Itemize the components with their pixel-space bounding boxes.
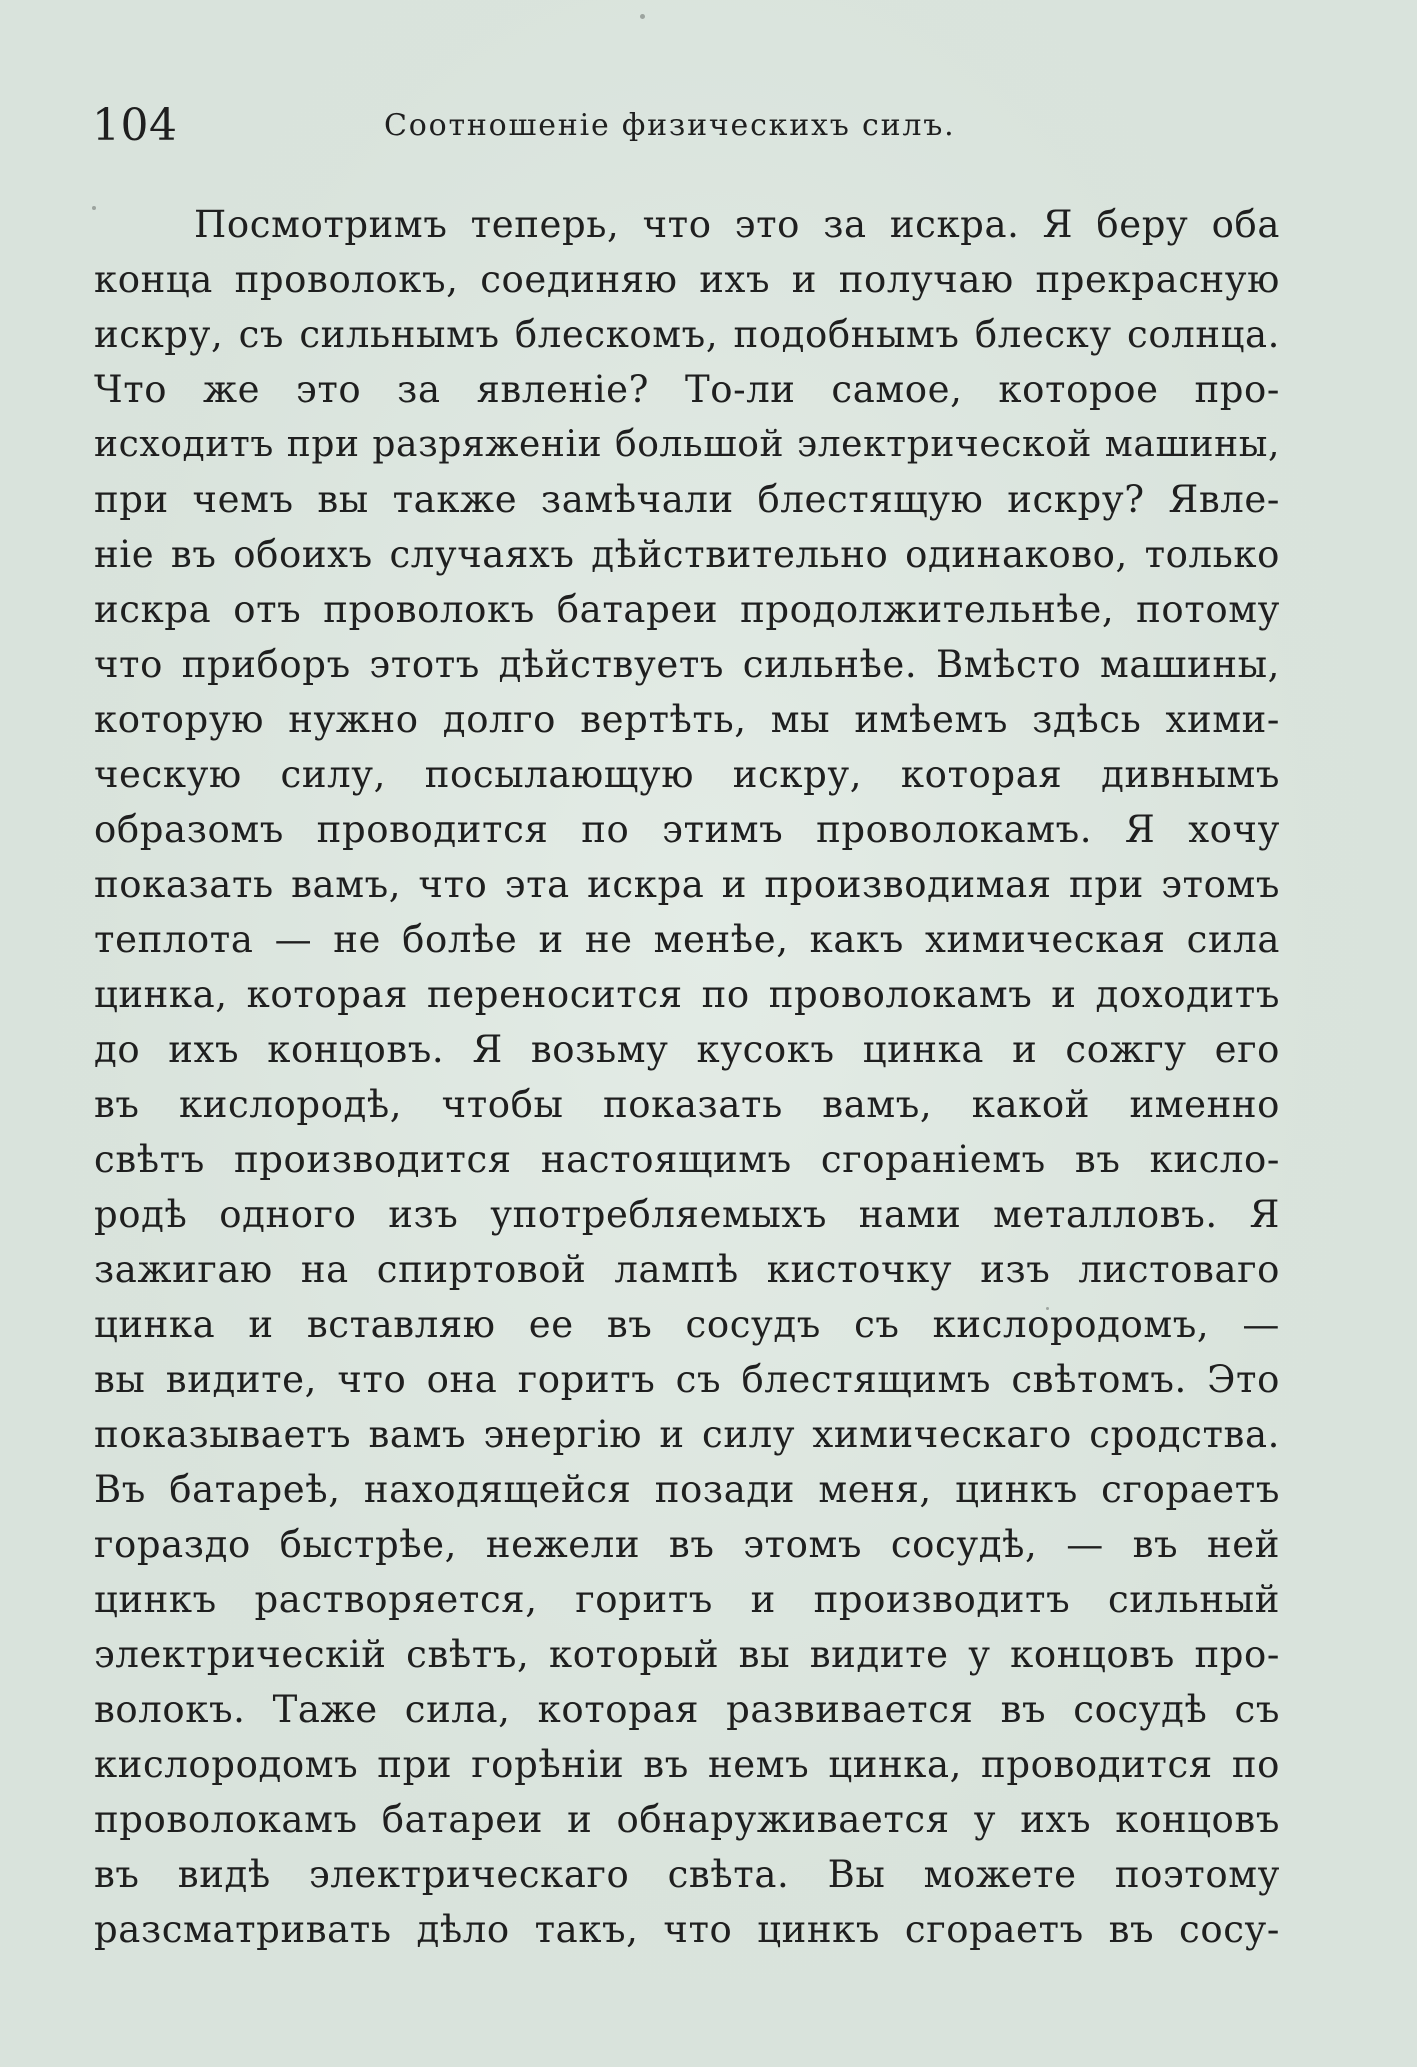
text-line: цинка, которая переносится по проволокамъ и доходитъ xyxy=(94,973,1280,1016)
text-line: проволокамъ батареи и обнаруживается у ихъ концовъ xyxy=(94,1798,1280,1841)
paper-speck xyxy=(640,14,645,19)
text-line: теплота — не болѣе и не менѣе, какъ химическая сила xyxy=(94,918,1280,961)
text-line: родѣ одного изъ употребляемыхъ нами металловъ. Я xyxy=(94,1193,1280,1236)
body-text xyxy=(94,197,1280,1957)
text-line: ческую силу, посылающую искру, которая дивнымъ xyxy=(94,753,1280,796)
text-line: при чемъ вы также замѣчали блестящую искру? Явле- xyxy=(94,478,1280,521)
text-line: которую нужно долго вертѣть, мы имѣемъ здѣсь хими- xyxy=(94,698,1280,741)
text-line: свѣтъ производится настоящимъ сгораніемъ въ кисло- xyxy=(94,1138,1280,1181)
page-header xyxy=(92,96,1280,156)
text-line: Посмотримъ теперь, что это за искра. Я беру оба xyxy=(194,203,1280,246)
text-line: ніе въ обоихъ случаяхъ дѣйствительно одинаково, только xyxy=(94,533,1280,576)
text-line: цинка и вставляю ее въ сосудъ съ кислородомъ, — xyxy=(94,1303,1280,1346)
page-number: 104 xyxy=(92,100,178,151)
text-line: исходитъ при разряженіи большой электрической машины, xyxy=(94,424,1280,465)
text-line: электрическій свѣтъ, который вы видите у концовъ про- xyxy=(94,1633,1280,1676)
text-line: показать вамъ, что эта искра и производимая при этомъ xyxy=(94,863,1280,906)
text-line: въ видѣ электрическаго свѣта. Вы можете поэтому xyxy=(94,1853,1280,1896)
text-line: вы видите, что она горитъ съ блестящимъ свѣтомъ. Это xyxy=(94,1358,1280,1401)
text-line: разсматривать дѣло такъ, что цинкъ сгораетъ въ сосу- xyxy=(94,1908,1280,1951)
text-line: кислородомъ при горѣніи въ немъ цинка, проводится по xyxy=(94,1743,1280,1786)
text-line: конца проволокъ, соединяю ихъ и получаю прекрасную xyxy=(94,258,1280,301)
text-line: образомъ проводится по этимъ проволокамъ. Я хочу xyxy=(94,808,1280,851)
text-line: въ кислородѣ, чтобы показать вамъ, какой именно xyxy=(94,1083,1280,1126)
text-line: искру, съ сильнымъ блескомъ, подобнымъ блеску солнца. xyxy=(94,313,1280,356)
text-line: до ихъ концовъ. Я возьму кусокъ цинка и сожгу его xyxy=(94,1028,1280,1071)
text-line: Въ батареѣ, находящейся позади меня, цинкъ сгораетъ xyxy=(94,1468,1280,1511)
text-line: цинкъ растворяется, горитъ и производитъ сильный xyxy=(94,1578,1280,1621)
text-line: Что же это за явленіе? То-ли самое, которое про- xyxy=(94,368,1280,411)
text-line: гораздо быстрѣе, нежели въ этомъ сосудѣ, — въ ней xyxy=(94,1523,1280,1566)
text-line: зажигаю на спиртовой лампѣ кисточку изъ листоваго xyxy=(94,1248,1280,1291)
text-line: что приборъ этотъ дѣйствуетъ сильнѣе. Вмѣсто машины, xyxy=(94,643,1280,686)
text-line: волокъ. Таже сила, которая развивается въ сосудѣ съ xyxy=(94,1688,1280,1731)
text-line: искра отъ проволокъ батареи продолжительнѣе, потому xyxy=(94,588,1280,631)
running-title: Соотношеніе физическихъ силъ. xyxy=(384,108,956,143)
text-line: показываетъ вамъ энергію и силу химическаго сродства. xyxy=(94,1413,1280,1456)
